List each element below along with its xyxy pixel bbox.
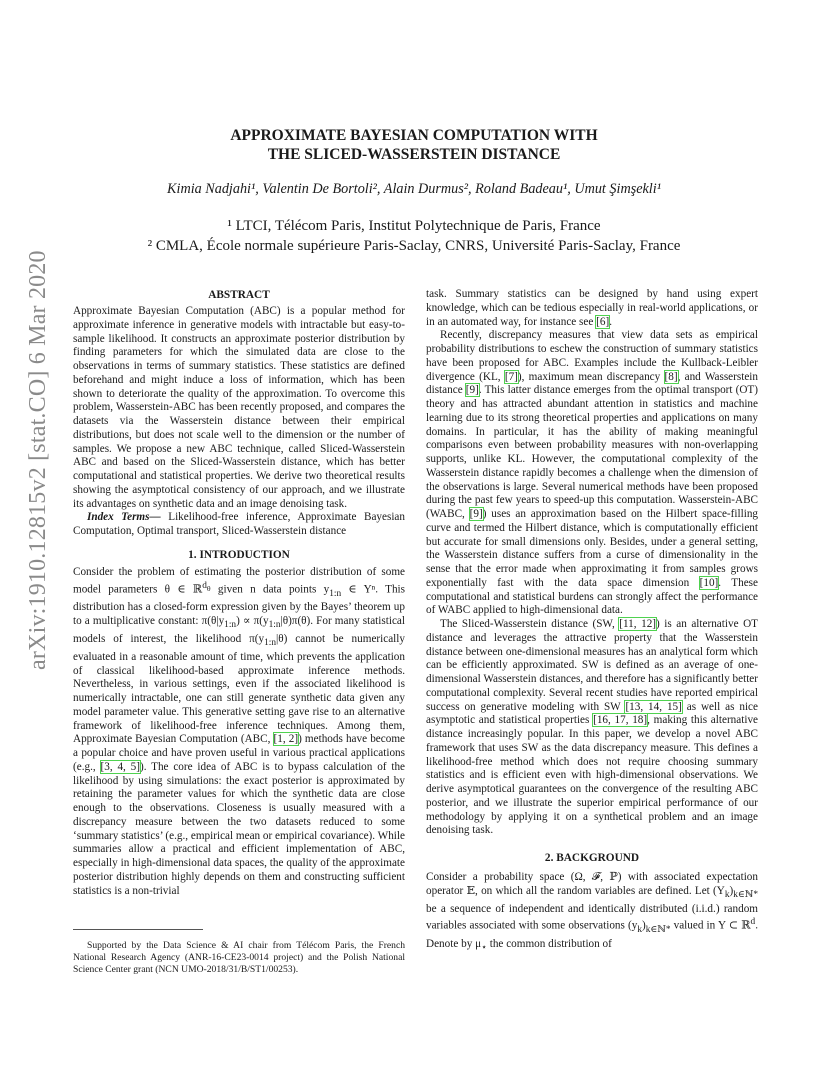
title-line-2: THE SLICED-WASSERSTEIN DISTANCE [267,146,561,163]
index-terms [73,511,405,539]
affiliation-2: ² CMLA, École normale supérieure Paris-Saclay, CNRS, Université Paris-Saclay, France [147,238,681,254]
abstract-heading: ABSTRACT [208,289,270,301]
citation-link[interactable]: [13, 14, 15] [625,700,682,713]
author-list: Kimia Nadjahi¹, Valentin De Bortoli², Alain Durmus², Roland Badeau¹, Umut Şimşekli¹ [167,181,661,197]
citation-link[interactable]: [10] [699,576,719,589]
abstract-text: Approximate Bayesian Computation (ABC) is a popular method for approximate inference in generative models with intractable but easy-to-sample likelihood. It constructs an approximate posterior distribution by finding parameters for which the simulated data are close to the observations in terms of summary statistics. These statistics are defined beforehand and might induce a loss of information, which has been shown to deteriorate the quality of the approximation. To overcome this problem, Wasserstein-ABC has been recently proposed, and compares the datasets via the Wasserstein distance between their empirical distributions, but does not scale well to the dimension or the number of samples. We propose a new ABC technique, called Sliced-Wasserstein ABC and based on the Sliced-Wasserstein distance, which has better computational and statistical properties. We derive two theoretical results showing the asymptotical consistency of our approach, and we illustrate its advantages on synthetic data and an image denoising task. [73,305,405,510]
citation-link[interactable]: [11, 12] [619,618,657,630]
introduction-heading: 1. INTRODUCTION [188,548,290,561]
paper-title [0,126,828,164]
arxiv-identifier-text: arXiv:1910.12815v2 [stat.CO] 6 Mar 2020 [25,250,51,670]
footnote-rule [73,929,203,930]
right-paragraph-1: Recently, discrepancy measures that view data sets as empirical probability distributions to eschew the construction of summary statistics have been proposed for ABC. Examples include the Kullback-Leibler divergence (KL, [7]), maximum mean discrepancy [8], and Wasserstein distance [9]. This latter distance emerges from the optimal transport (OT) theory and has attracted abundant attention in statistics and machine learning due to its strong theoretical properties and applications on many domains. In particular, it has the ability of making meaningful comparisons even between probability measures with non-overlapping supports, unlike KL. However, the computational complexity of the Wasserstein distance rapidly becomes a challenge when the dimension of the observations is large. Several numerical methods have been proposed during the past few years to speed-up this computation. Wasserstein-ABC (WABC, [9]) uses an approximation based on the Hilbert space-filling curve and termed the Hilbert distance, which is computationally efficient but accurate for small dimensions only. Besides, under a general setting, the Wasserstein distance suffers from a curse of dimensionality in the sense that the error made when approximating it from samples grows exponentially fast with the data space dimension [10]. These computational and statistical burdens can strongly affect the performance of WABC applied to high-dimensional data. [426,329,759,617]
right-paragraph-continued: task. Summary statistics can be designed by hand using expert knowledge, which can be tedious especially in real-world applications, or in an automated way, for instance see [6]. [426,288,758,328]
background-heading: 2. BACKGROUND [544,852,640,864]
citation-link[interactable]: [16, 17, 18] [593,714,648,727]
citation-link[interactable]: [6] [596,315,610,328]
left-column [73,288,405,898]
arxiv-identifier [22,250,51,670]
title-line-1: APPROXIMATE BAYESIAN COMPUTATION WITH [230,127,598,144]
citation-link[interactable]: [8] [664,370,678,383]
affiliations [0,216,828,256]
intro-paragraph-1: Consider the problem of estimating the posterior distribution of some model parameters θ ∈ ℝ$^{d_\theta}$ given n data points $y_{1:n}$ ∈ Yⁿ. This distribution has a closed-form expression given by the Bayes’ theorem up to a multiplicative constant: $\pi(\theta|y_{1:n}) \propto \pi(y_{1:n}|\theta)\pi(\theta)$. For many statistical models of interest, the likelihood $\pi(y_{1:n}|\theta)$ cannot be numerically evaluated in a reasonable amount of time, which prevents the application of classical likelihood-based approximate inference methods. Nevertheless, in various settings, even if the associated likelihood is numerically intractable, one can still generate synthetic data given any model parameter value. This generative setting gave rise to an alternative framework of likelihood-free inference techniques. Among them, Approximate Bayesian Computation (ABC, [1, 2]) methods have become a popular choice and have proven useful in various practical applications (e.g., [3, 4, 5]). The core idea of ABC is to bypass calculation of the likelihood by using simulations: the exact posterior is approximated by retaining the parameter values for which the synthetic data are close enough to the observations. Closeness is usually measured with a discrepancy measure between the two datasets reduced to some ‘summary statistics’ (e.g., empirical mean or empirical covariance). While summaries allow a practical and efficient implementation of ABC, especially in high-dimensional data spaces, the quality of the approximate posterior distribution highly depends on them and constructing sufficient statistics is a non-trivial [73,565,406,897]
index-terms-label: Index Terms— [87,511,161,524]
background-paragraph-1: Consider a probability space (Ω, 𝓕, ℙ) with associated expectation operator 𝔼, on which all the random variables are defined. Let $(Y_k)_{k\in ℕ*}$ be a sequence of independent and identically distributed (i.i.d.) random variables associated with some observations $(y_k)_{k\in ℕ*}$ valued in Y ⊂ ℝ$^d$. Denote by $\mu_⋆$ the common distribution of [426,871,758,954]
right-column [426,288,758,956]
citation-link[interactable]: [9] [469,508,483,520]
right-paragraph-2: The Sliced-Wasserstein distance (SW, [11, 12]) is an alternative OT distance and leverages the attractive property that the Wasserstein distance between one-dimensional measures has an analytical form which can be efficiently approximated. SW is defined as an average of one-dimensional Wasserstein distances, and therefore has a significantly better computational complexity. Several recent studies have reported empirical success on generative modeling with SW [13, 14, 15] as well as nice asymptotic and statistical properties [16, 17, 18], making this alternative distance increasingly popular. In this paper, we develop a novel ABC framework that uses SW as the data discrepancy measure. This defines a likelihood-free method which does not require choosing summary statistics and is efficient even with high-dimensional observations. We derive asymptotical guarantees on the convergence of the resulting ABC posterior, and we illustrate the superior empirical performance of our methodology by applying it on a synthetical problem and an image denoising task. [426,618,759,837]
citation-link[interactable]: [9] [465,384,479,397]
affiliation-1: ¹ LTCI, Télécom Paris, Institut Polytechnique de Paris, France [227,218,601,234]
citation-link[interactable]: [1, 2] [273,733,299,746]
citation-link[interactable]: [7] [504,370,518,383]
index-terms-text: Likelihood-free inference, Approximate Bayesian Computation, Optimal transport, Sliced-Wasserstein distance [73,511,405,537]
citation-link[interactable]: [3, 4, 5] [100,760,140,773]
footnote: Supported by the Data Science & AI chair from Télécom Paris, the French National Research Agency (ANR-16-CE23-0014 project) and the Polish National Science Center grant (NCN UMO-2018/31/B/ST1/00253). [73,940,405,976]
